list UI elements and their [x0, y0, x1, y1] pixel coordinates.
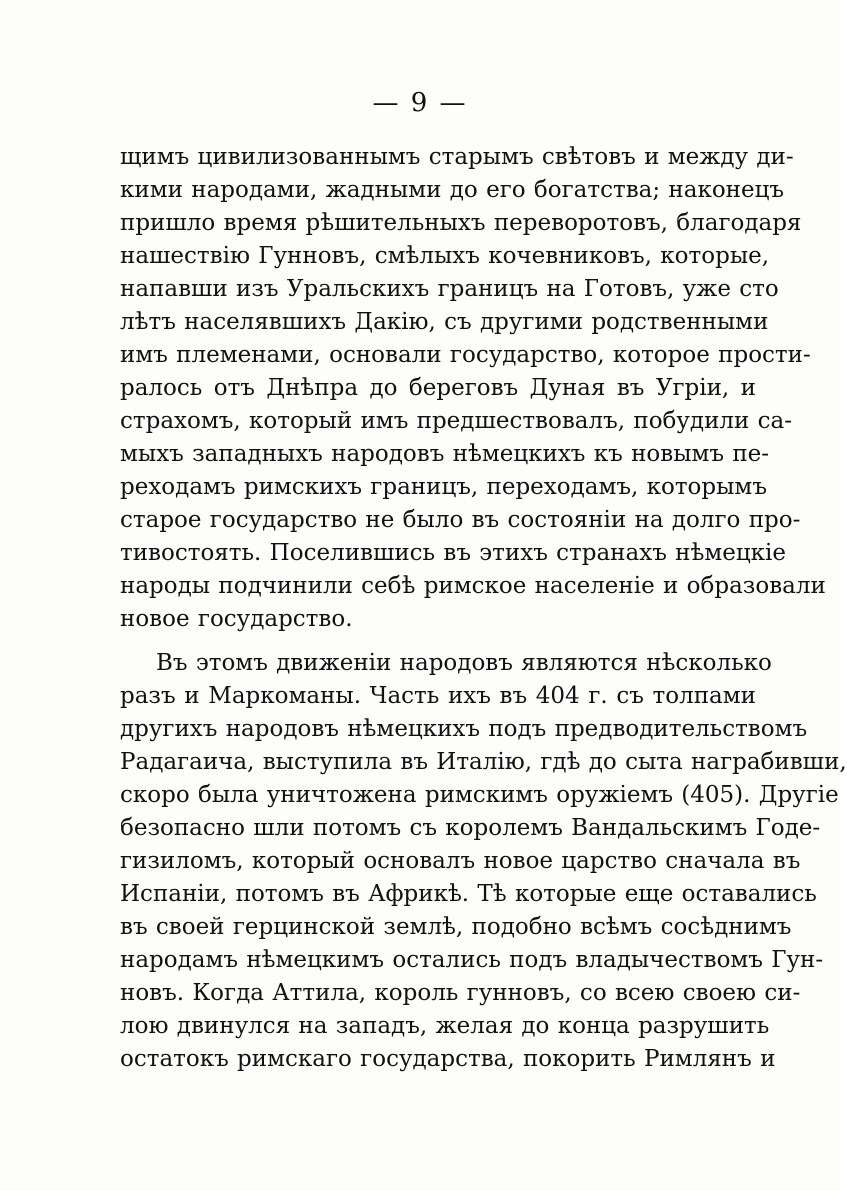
text-line: страхомъ, который имъ предшествовалъ, побудили са- [120, 408, 793, 434]
text-line: разъ и Маркоманы. Часть ихъ въ 404 г. съ толпами [120, 683, 756, 709]
text-line: кими народами, жадными до его богатства; наконецъ [120, 177, 785, 203]
text-line: нашествію Гунновъ, смѣлыхъ кочевниковъ, которые, [120, 243, 770, 269]
text-line: лою двинулся на западъ, желая до конца разрушить [120, 1013, 770, 1039]
text-line: Въ этомъ движеніи народовъ являются нѣсколько [156, 650, 772, 676]
paragraph [120, 141, 826, 636]
text-line: напавши изъ Уральскихъ границъ на Готовъ, уже сто [120, 276, 779, 302]
text-line: реходамъ римскихъ границъ, переходамъ, которымъ [120, 474, 767, 500]
text-line: скоро была уничтожена римскимъ оружіемъ (405). Другіе [120, 782, 839, 808]
text-line: мыхъ западныхъ народовъ нѣмецкихъ къ новымъ пе- [120, 441, 770, 467]
paragraph-spacer [120, 636, 756, 647]
text-line: щимъ цивилизованнымъ старымъ свѣтовъ и между ди- [120, 144, 794, 170]
text-line: остатокъ римскаго государства, покорить Римлянъ и [120, 1046, 776, 1072]
body-text [120, 141, 847, 1076]
text-line: народы подчинили себѣ римское населеніе и образовали [120, 573, 826, 599]
text-line: старое государство не было въ состояніи на долго про- [120, 507, 801, 533]
text-line: народамъ нѣмецкимъ остались подъ владычествомъ Гун- [120, 947, 824, 973]
text-line: имъ племенами, основали государство, которое прости- [120, 342, 811, 368]
text-line: гизиломъ, который основалъ новое царство сначала въ [120, 848, 801, 874]
text-line: Радагаича, выступила въ Италію, гдѣ до сыта награбивши, [120, 749, 847, 775]
page-number: — 9 — [372, 88, 468, 118]
text-line: новъ. Когда Аттила, король гунновъ, со всею своею си- [120, 980, 801, 1006]
text-line: новое государство. [120, 606, 353, 632]
paragraph [120, 647, 847, 1076]
text-line: пришло время рѣшительныхъ переворотовъ, благодаря [120, 210, 802, 236]
text-line: безопасно шли потомъ съ королемъ Вандальскимъ Годе- [120, 815, 821, 841]
text-line: лѣтъ населявшихъ Дакію, съ другими родственными [120, 309, 769, 335]
text-line: въ своей герцинской землѣ, подобно всѣмъ сосѣднимъ [120, 914, 792, 940]
text-line: ралось отъ Днѣпра до береговъ Дуная въ Угріи, и [120, 375, 756, 401]
text-line: другихъ народовъ нѣмецкихъ подъ предводительствомъ [120, 716, 808, 742]
text-line: Испаніи, потомъ въ Африкѣ. Тѣ которые еще оставались [120, 881, 817, 907]
text-line: тивостоять. Поселившись въ этихъ странахъ нѣмецкіе [120, 540, 786, 566]
